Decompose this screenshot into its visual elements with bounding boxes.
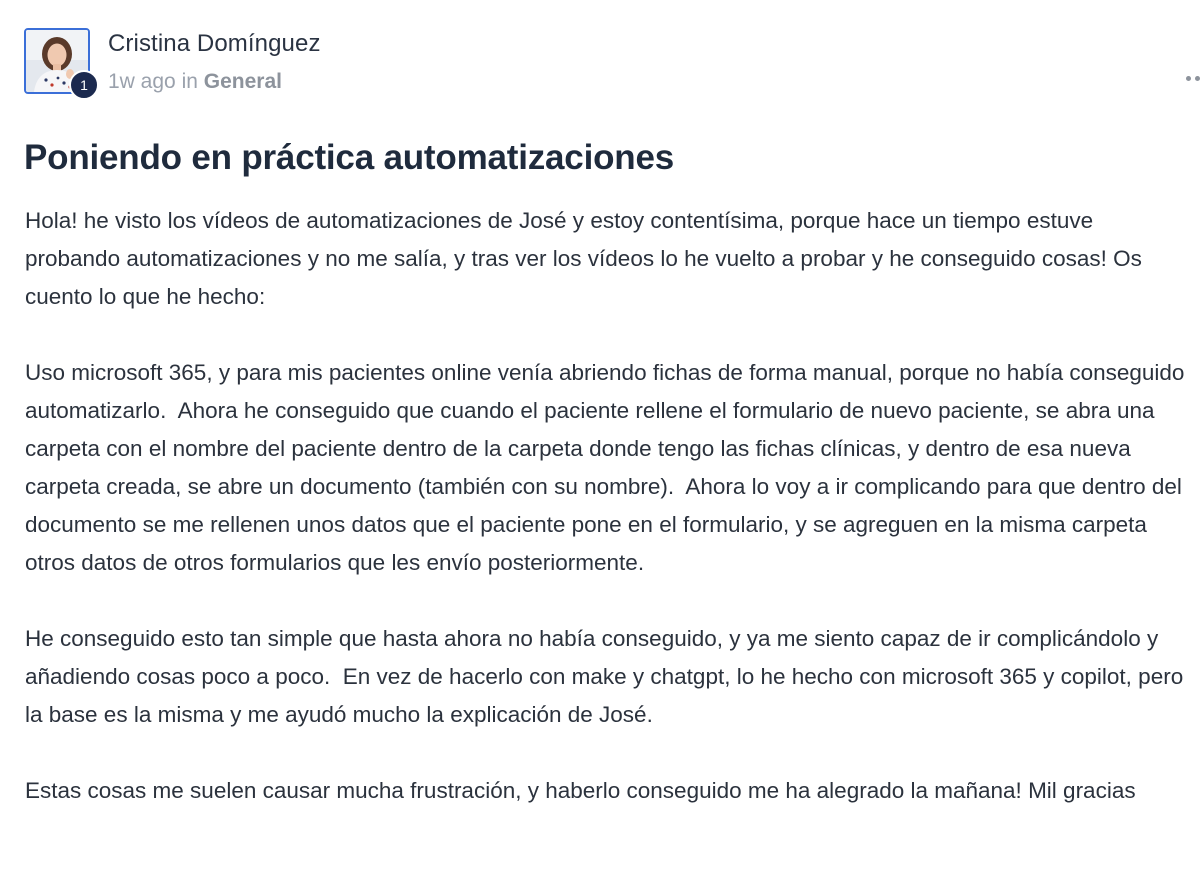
post-paragraph: He conseguido esto tan simple que hasta ahora no había conseguido, y ya me siento capaz de ir complicándolo y añadiendo cosas poco a poco. En vez de hacerlo con make y chatgpt, lo he hecho con microsoft 365 y copilot, pero la base es la misma y me ayudó mucho la explicación de José. [25, 626, 1190, 727]
post-paragraph: Hola! he visto los vídeos de automatizaciones de José y estoy contentísima, porque hace un tiempo estuve probando automatizaciones y no me salía, y tras ver los vídeos lo he vuelto a probar y he conseguido cosas! Os cuento lo que he hecho: [25, 208, 1149, 309]
meta-in-word: in [181, 70, 198, 93]
category-link[interactable]: General [203, 70, 282, 93]
post-time: 1w ago [108, 70, 176, 93]
post-paragraph: Estas cosas me suelen causar mucha frustración, y haberlo conseguido me ha alegrado la mañana! Mil gracias [25, 778, 1136, 803]
author-name[interactable]: Cristina Domínguez [108, 30, 321, 57]
post-header [24, 28, 1184, 96]
post-meta [108, 70, 282, 94]
more-horizontal-icon[interactable] [1184, 68, 1200, 88]
post-title: Poniendo en práctica automatizaciones [24, 138, 674, 177]
level-badge: 1 [69, 70, 99, 100]
post-paragraph: Uso microsoft 365, y para mis pacientes online venía abriendo fichas de forma manual, porque no había conseguido automatizarlo. Ahora he conseguido que cuando el paciente rellene el formulario de nuevo paciente, se abra una carpeta con el nombre del paciente dentro de la carpeta donde tengo las fichas clínicas, y dentro de esa nueva carpeta creada, se abre un documento (también con su nombre). Ahora lo voy a ir complicando para que dentro del documento se me rellenen unos datos que el paciente pone en el formulario, y se agreguen en la misma carpeta otros datos de otros formularios que les envío posteriormente. [25, 360, 1191, 575]
author-avatar[interactable] [24, 28, 90, 94]
post-body [25, 202, 1190, 810]
